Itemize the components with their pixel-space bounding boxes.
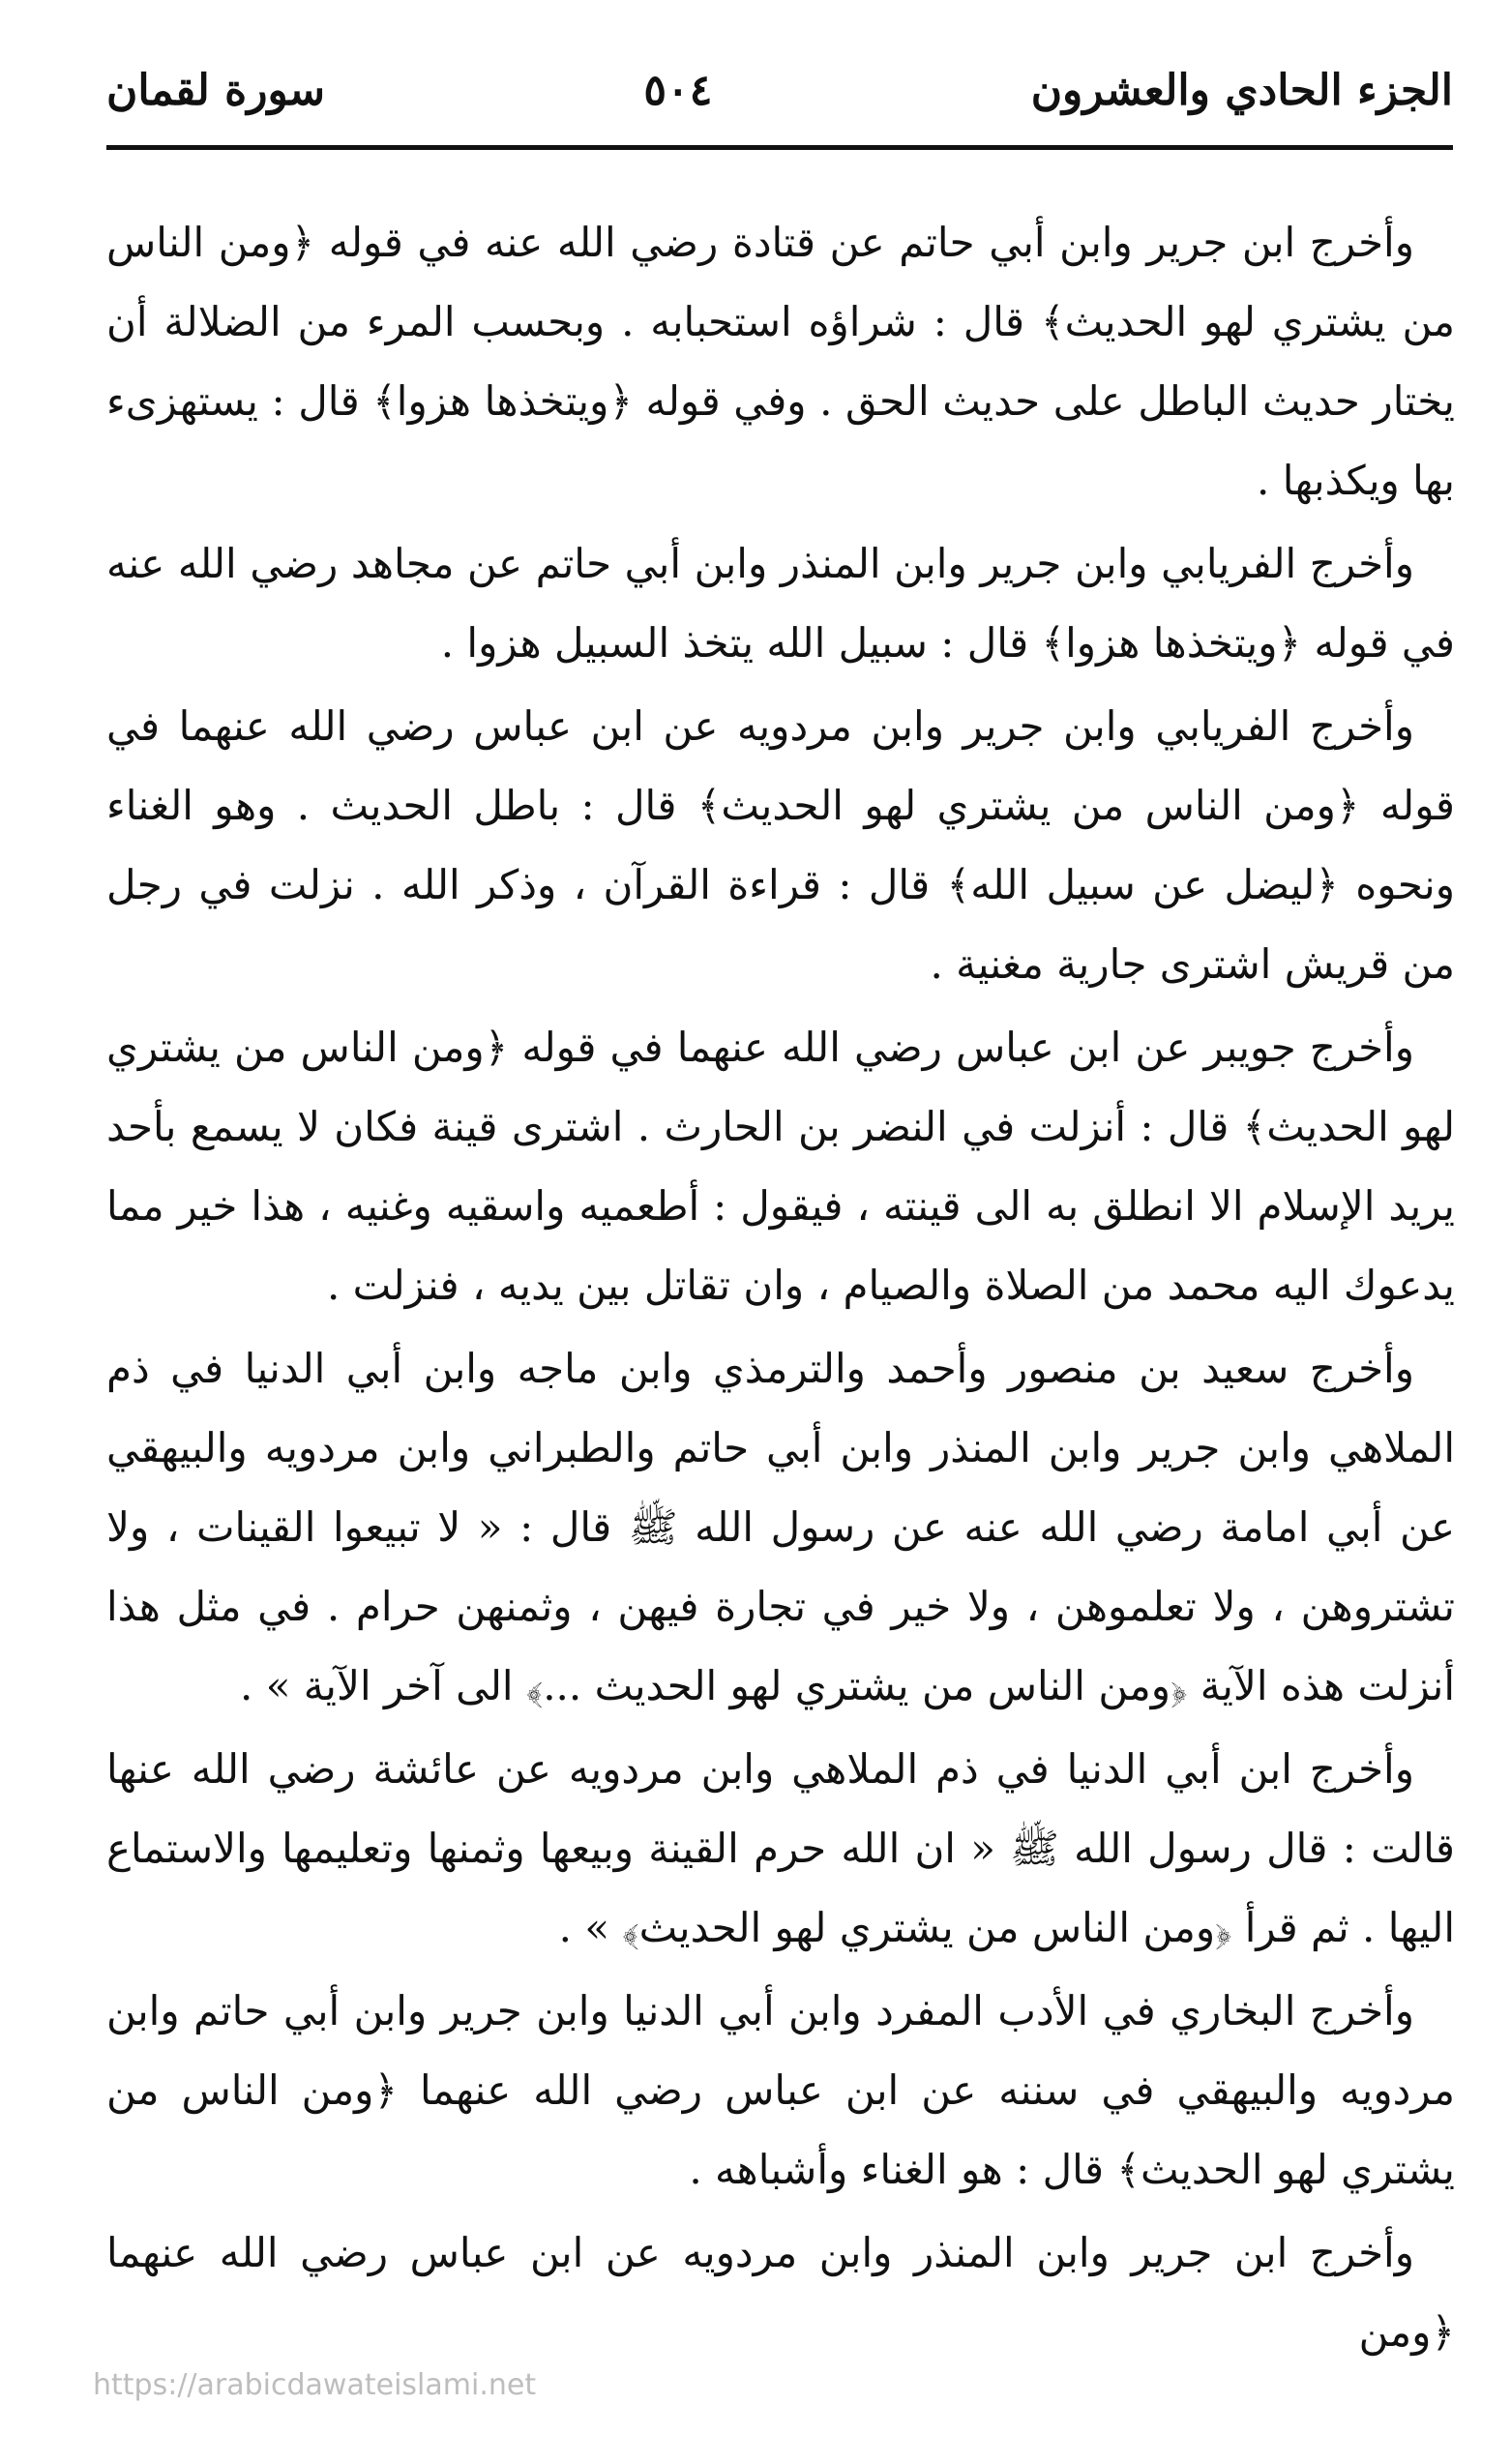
paragraph: وأخرج الفريابي وابن جرير وابن مردويه عن ابن عباس رضي الله عنهما في قوله ﴿ومن الناس من يشتري لهو الحديث﴾ قال : باطل الحديث . وهو الغناء ونحوه ﴿ليضل عن سبيل الله﴾ قال : قراءة القرآن ، وذكر الله . نزلت في رجل من قريش اشترى جارية مغنية . [106, 702, 1455, 988]
paragraph: وأخرج البخاري في الأدب المفرد وابن أبي الدنيا وابن جرير وابن أبي حاتم وابن مردويه والبيهقي في سننه عن ابن عباس رضي الله عنهما ﴿ومن الناس من يشتري لهو الحديث﴾ قال : هو الغناء وأشباهه . [106, 1987, 1455, 2193]
paragraph: وأخرج ابن أبي الدنيا في ذم الملاهي وابن مردويه عن عائشة رضي الله عنها قالت : قال رسول الله ﷺ « ان الله حرم القينة وبيعها وثمنها وتعليمها والاستماع اليها . ثم قرأ ﴿ومن الناس من يشتري لهو الحديث﴾ » . [106, 1745, 1455, 1951]
surah-title: سورة لقمان [106, 65, 326, 115]
paragraph: وأخرج سعيد بن منصور وأحمد والترمذي وابن ماجه وابن أبي الدنيا في ذم الملاهي وابن جرير وابن المنذر وابن أبي حاتم والطبراني وابن مردويه والبيهقي عن أبي امامة رضي الله عنه عن رسول الله ﷺ قال : « لا تبيعوا القينات ، ولا تشتروهن ، ولا تعلموهن ، ولا خير في تجارة فيهن ، وثمنهن حرام . في مثل هذا أنزلت هذه الآية ﴿ومن الناس من يشتري لهو الحديث ...﴾ الى آخر الآية » . [106, 1345, 1455, 1709]
paragraph: وأخرج جويبر عن ابن عباس رضي الله عنهما في قوله ﴿ومن الناس من يشتري لهو الحديث﴾ قال : أنزلت في النضر بن الحارث . اشترى قينة فكان لا يسمع بأحد يريد الإسلام الا انطلق به الى قينته ، فيقول : أطعميه واسقيه وغنيه ، هذا خير مما يدعوك اليه محمد من الصلاة والصيام ، وان تقاتل بين يديه ، فنزلت . [106, 1024, 1455, 1309]
header-divider [106, 145, 1453, 150]
part-title: الجزء الحادي والعشرون [1030, 65, 1453, 115]
paragraph: وأخرج ابن جرير وابن المنذر وابن مردويه عن ابن عباس رضي الله عنهما ﴿ومن [106, 2229, 1455, 2356]
page-number: ٥٠٤ [643, 65, 713, 115]
paragraph: وأخرج الفريابي وابن جرير وابن المنذر وابن أبي حاتم عن مجاهد رضي الله عنه في قوله ﴿ويتخذها هزوا﴾ قال : سبيل الله يتخذ السبيل هزوا . [106, 540, 1455, 667]
watermark-url: https://arabicdawateislami.net [93, 2368, 537, 2402]
running-header [106, 56, 1453, 124]
paragraph: وأخرج ابن جرير وابن أبي حاتم عن قتادة رضي الله عنه في قوله ﴿ومن الناس من يشتري لهو الحديث﴾ قال : شراؤه استحبابه . وبحسب المرء من الضلالة أن يختار حديث الباطل على حديث الحق . وفي قوله ﴿ويتخذها هزوا﴾ قال : يستهزىء بها ويكذبها . [106, 219, 1455, 504]
page-body [106, 203, 1455, 2376]
